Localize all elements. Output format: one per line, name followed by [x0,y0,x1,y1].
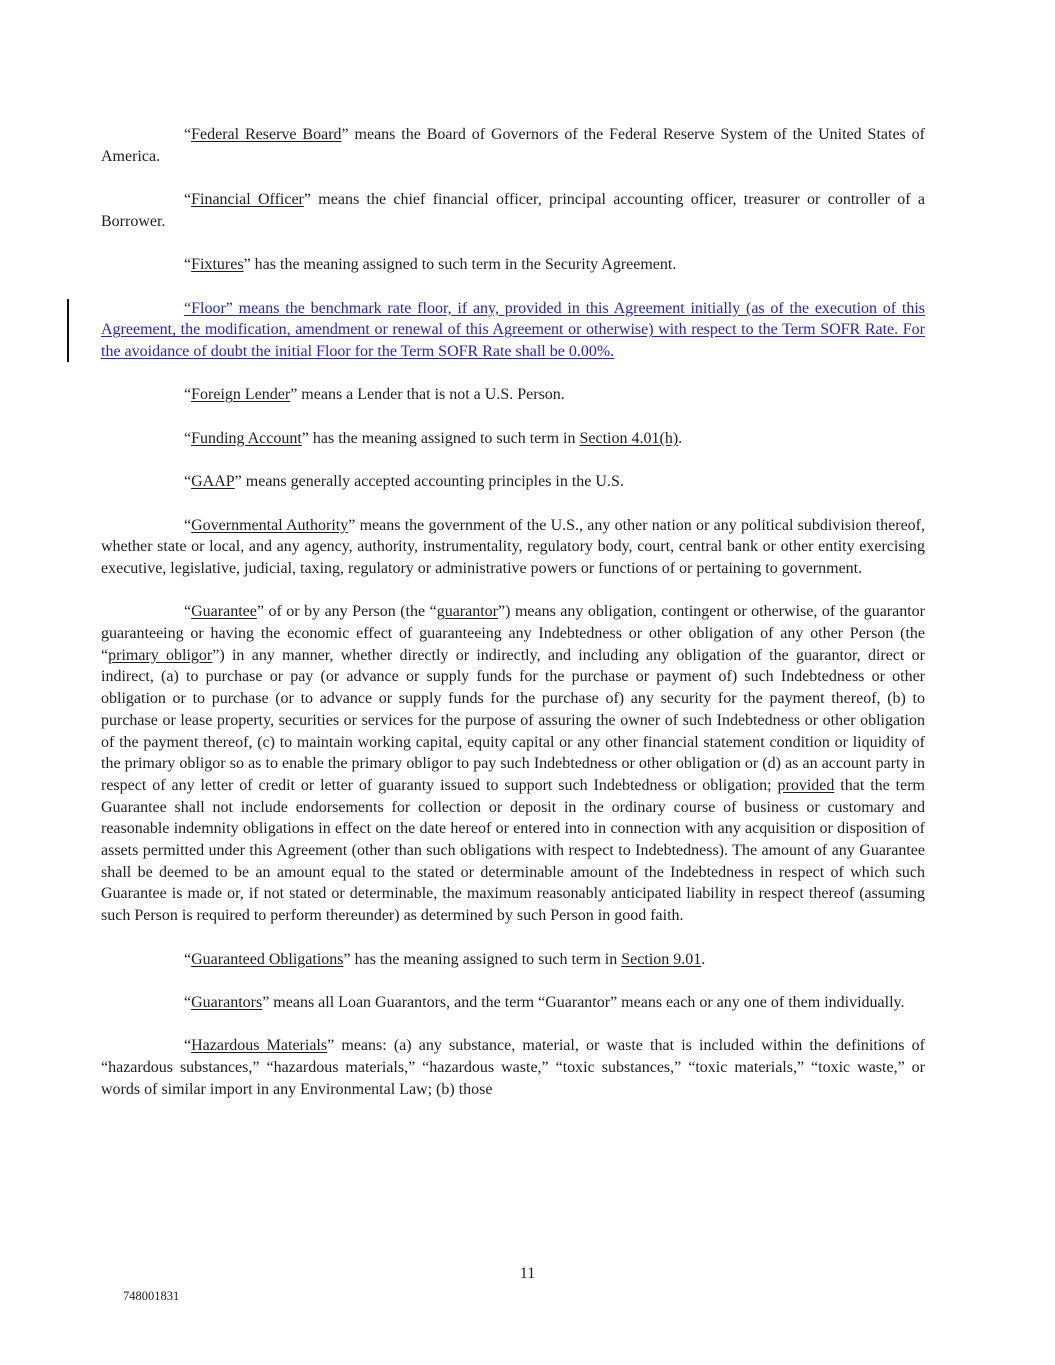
text-run: ” has the meaning assigned to such term in the Security Agreement. [243,256,677,274]
defined-term: Governmental Authority [191,516,349,534]
definition-funding-account [101,428,925,450]
definition-guarantors [101,992,925,1014]
text-run: “ [184,256,192,274]
definition-floor-inserted [101,298,925,363]
text-run: “ [184,1037,192,1055]
defined-term: Section 9.01 [621,950,702,968]
text-run: . [701,950,706,968]
text-run: ” means a Lender that is not a U.S. Person. [290,386,565,404]
definition-gaap [101,471,925,493]
text-run: “ [184,191,192,209]
revision-change-bar [67,299,69,362]
text-run: “ [184,126,192,143]
definition-foreign-lender [101,384,925,406]
defined-term: Financial Officer [191,191,304,209]
defined-term: Federal Reserve Board [191,126,342,143]
defined-term: Fixtures [191,256,244,274]
page-number: 11 [519,1265,536,1282]
document-body [101,124,925,1100]
text-run: . [678,429,683,447]
definition-federal-reserve-board [101,124,925,167]
text-run: “ [184,993,192,1011]
text-run: ” means all Loan Guarantors, and the term “Guarantor” means each or any one of them individually. [262,993,905,1011]
definition-governmental-authority [101,515,925,580]
defined-term: guarantor [436,603,499,621]
text-run: ” means generally accepted accounting principles in the U.S. [234,473,624,491]
defined-term: Guarantors [191,993,263,1011]
text-run: ” means the government of the U.S., any other nation or any political subdivision thereof, whether state or local, and any agency, authority, instrumentality, regulatory body, court, central bank or other entity exercising executive, legislative, judicial, taxing, regulatory or administrative powers or functions of or pertaining to government. [101,516,926,577]
defined-term: Foreign Lender [191,386,291,404]
defined-term: primary obligor [108,646,213,664]
text-run: ” has the meaning assigned to such term in [343,950,622,968]
defined-term: Guaranteed Obligations [191,950,344,968]
text-run: ”) means any obligation, contingent or otherwise, of the guarantor guaranteeing or having the economic effect of guaranteeing any Indebtedness or other obligation of any other Person (the “ [101,603,926,664]
text-run: ” has the meaning assigned to such term in [301,429,580,447]
defined-term: provided [777,776,835,794]
text-run: “ [184,429,192,447]
defined-term: GAAP [191,473,235,491]
text-run: that the term Guarantee shall not include endorsements for collection or deposit in the ordinary course of business or customary and reasonable indemnity obligations in effect on the date hereof or entered into in connection with any acquisition or disposition of assets permitted under this Agreement (other than such obligations with respect to Indebtedness). The amount of any Guarantee shall be deemed to be an amount equal to the stated or determinable amount of the Indebtedness in respect of which such Guarantee is made or, if not stated or determinable, the maximum reasonably anticipated liability in respect thereof (assuming such Person is required to perform thereunder) as determined by such Person in good faith. [101,776,926,925]
definition-fixtures [101,254,925,276]
document-control-number: 748001831 [123,1289,180,1303]
text-run: ” means: (a) any substance, material, or waste that is included within the definitions of “hazardous substances,” “hazardous materials,” “hazardous waste,” “toxic substances,” “toxic materials,” “toxic waste,” or words of similar import in any Environmental Law; (b) those [101,1037,925,1098]
text-run: “ [184,603,192,621]
defined-term: Guarantee [191,603,257,621]
defined-term: Hazardous Materials [191,1037,328,1055]
text-run: ”) in any manner, whether directly or indirectly, and including any obligation of the guarantor, direct or indirect, (a) to purchase or pay (or advance or supply funds for the purchase or payment of) such Indebtedness or other obligation or to purchase (or to advance or supply funds for the purchase of) any security for the payment thereof, (b) to purchase or lease property, securities or services for the purpose of assuring the owner of such Indebtedness or other obligation of the payment thereof, (c) to maintain working capital, equity capital or any other financial statement condition or liquidity of the primary obligor so as to enable the primary obligor to pay such Indebtedness or other obligation or (d) as an account party in respect of any letter of credit or letter of guaranty issued to support such Indebtedness or obligation; [101,646,925,794]
text-run: ” means the Board of Governors of the Federal Reserve System of the United States of America. [101,126,926,165]
defined-term: Section 4.01(h) [579,429,679,447]
defined-term: “Floor” means the benchmark rate floor, if any, provided in this Agreement initially (as of the execution of this Agreement, the modification, amendment or renewal of this Agreement or otherwise) with respect to the Term SOFR Rate. For the avoidance of doubt the initial Floor for the Term SOFR Rate shall be 0.00%. [101,299,925,360]
definition-guaranteed-obligations [101,949,925,971]
text-run: “ [184,516,192,534]
definition-hazardous-materials [101,1035,925,1100]
text-run: “ [184,386,192,404]
text-run: ” of or by any Person (the “ [256,603,437,621]
defined-term: Funding Account [191,429,302,447]
definition-financial-officer [101,189,925,232]
text-run: “ [184,950,192,968]
text-run: ” means the chief financial officer, principal accounting officer, treasurer or controller of a Borrower. [101,191,925,230]
definition-guarantee [101,601,925,927]
text-run: “ [184,473,192,491]
